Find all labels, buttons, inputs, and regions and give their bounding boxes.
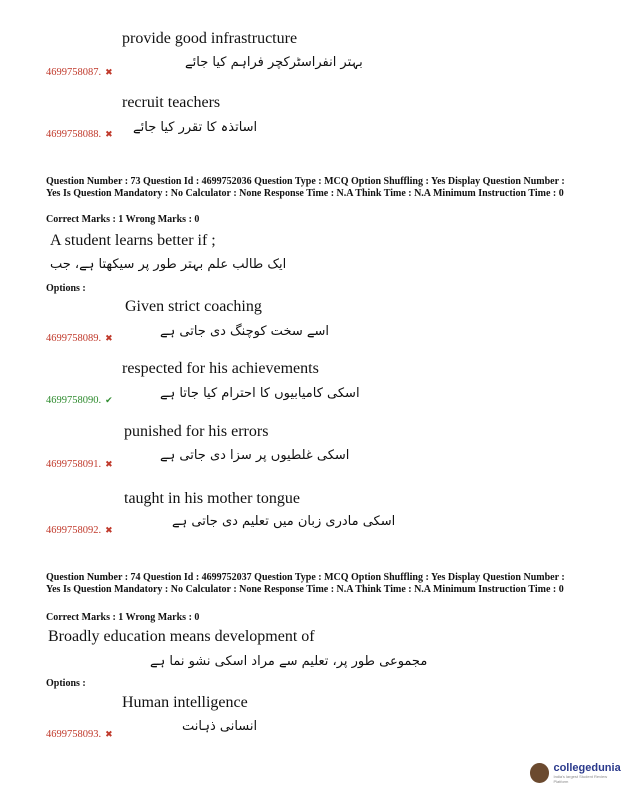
wrong-icon: ✖	[105, 459, 113, 469]
option-id	[46, 67, 113, 78]
options-label: Options :	[46, 678, 86, 689]
option-text: Human intelligence	[122, 694, 248, 711]
question-meta: Question Number : 73 Question Id : 4699752036 Question Type : MCQ Option Shuffling : Yes Display Question Number : Yes Is Question Mandatory : No Calculator : None Response Time : N.A Think Time : N.A Minimum Instruction Time : 0	[46, 176, 565, 199]
options-label: Options :	[46, 283, 86, 294]
wrong-icon: ✖	[105, 729, 113, 739]
option-urdu: اسکی کامیابیوں کا احترام کیا جاتا ہے	[160, 386, 360, 401]
option-text: punished for his errors	[124, 423, 269, 440]
option-urdu: بہتر انفراسٹرکچر فراہم کیا جائے	[185, 55, 363, 70]
collegedunia-logo	[530, 762, 621, 784]
option-text: recruit teachers	[122, 94, 221, 111]
option-id-text: 4699758089.	[46, 333, 102, 344]
option-text: provide good infrastructure	[122, 30, 298, 47]
question-text: A student learns better if ;	[50, 232, 216, 249]
option-id	[46, 459, 113, 470]
option-text: respected for his achievements	[122, 360, 319, 377]
mascot-icon	[530, 763, 549, 783]
wrong-icon: ✖	[105, 129, 113, 139]
option-urdu: اساتذہ کا تقرر کیا جائے	[133, 120, 258, 135]
option-id-text: 4699758087.	[46, 67, 102, 78]
option-text: taught in his mother tongue	[124, 490, 300, 507]
wrong-icon: ✖	[105, 525, 113, 535]
option-id-text: 4699758091.	[46, 459, 102, 470]
option-id-text: 4699758092.	[46, 525, 102, 536]
question-marks: Correct Marks : 1 Wrong Marks : 0	[46, 214, 200, 225]
option-urdu: اسکی غلطیوں پر سزا دی جاتی ہے	[160, 448, 350, 463]
option-id-text: 4699758088.	[46, 129, 102, 140]
option-id	[46, 333, 113, 344]
question-text: Broadly education means development of	[48, 628, 315, 645]
option-id	[46, 129, 113, 140]
option-urdu: انسانی ذہانت	[182, 719, 258, 734]
question-marks: Correct Marks : 1 Wrong Marks : 0	[46, 612, 200, 623]
option-urdu: اسکی مادری زبان میں تعلیم دی جاتی ہے	[172, 514, 396, 529]
option-id	[46, 729, 113, 740]
option-id	[46, 395, 113, 406]
option-id	[46, 525, 113, 536]
logo-tagline: India's largest Student Review Platform	[553, 774, 608, 784]
logo-name: collegedunia	[553, 762, 621, 774]
wrong-icon: ✖	[105, 333, 113, 343]
option-urdu: اسے سخت کوچنگ دی جاتی ہے	[160, 324, 329, 339]
option-id-text: 4699758093.	[46, 729, 102, 740]
check-icon: ✔	[105, 395, 113, 405]
question-meta: Question Number : 74 Question Id : 4699752037 Question Type : MCQ Option Shuffling : Yes Display Question Number : Yes Is Question Mandatory : No Calculator : None Response Time : N.A Think Time : N.A Minimum Instruction Time : 0	[46, 572, 565, 595]
option-text: Given strict coaching	[125, 298, 262, 315]
question-text-urdu: مجموعی طور پر، تعلیم سے مراد اسکی نشو نما ہے	[150, 654, 428, 669]
wrong-icon: ✖	[105, 67, 113, 77]
option-id-text: 4699758090.	[46, 395, 102, 406]
question-text-urdu: ایک طالب علم بہتر طور پر سیکھتا ہے، جب	[50, 257, 287, 272]
